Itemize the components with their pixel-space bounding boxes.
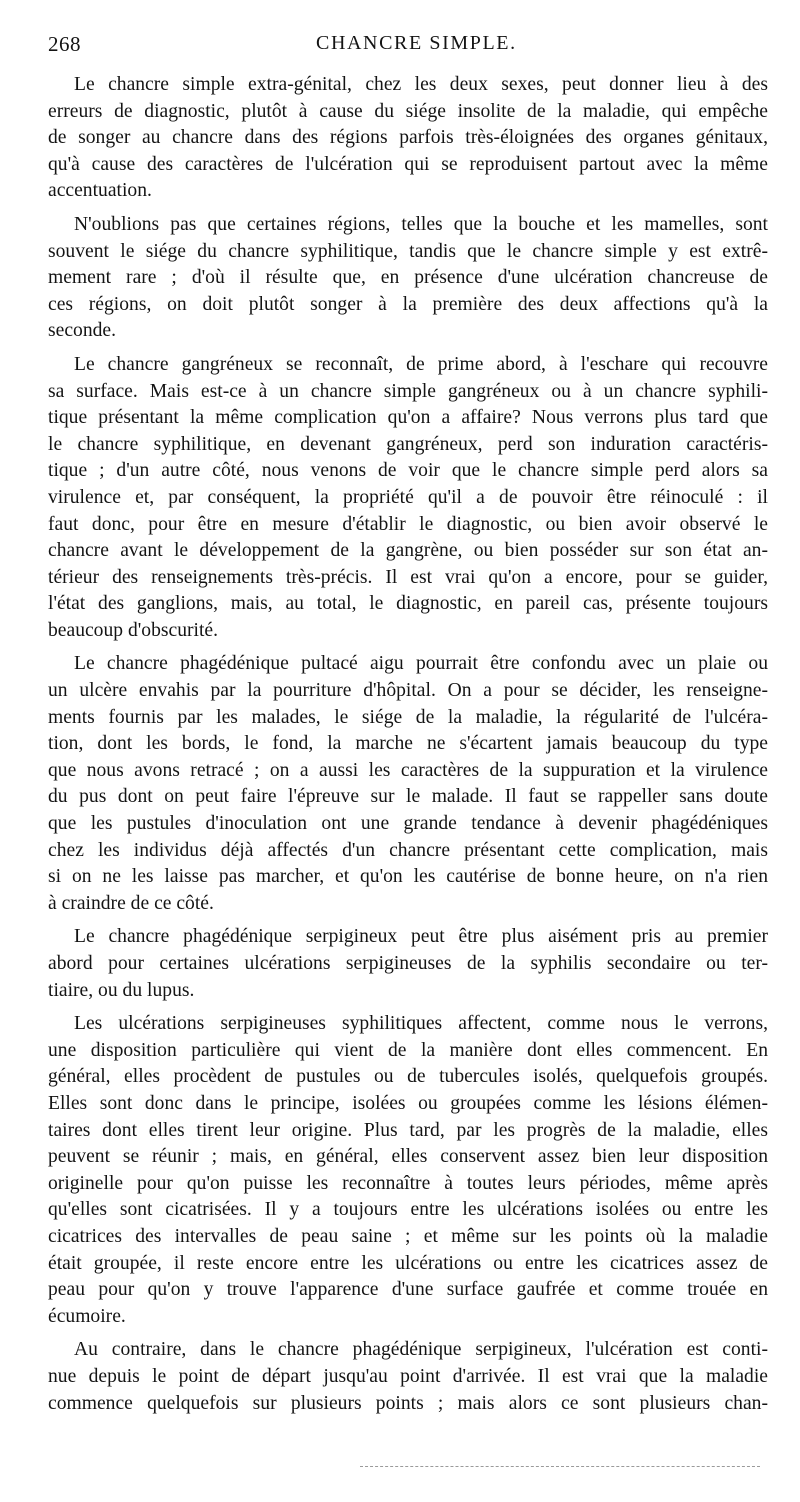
text-line: peau pour qu'on y trouve l'apparence d'une surface gaufrée et comme trouée en bbox=[48, 1279, 768, 1301]
text-line: tion, dont les bords, le fond, la marche ne s'écartent jamais beaucoup du type bbox=[48, 733, 768, 755]
paragraph bbox=[48, 72, 768, 205]
text-line: de songer au chancre dans des régions parfois très-éloignées des organes génitaux, bbox=[48, 127, 768, 149]
text-line: taires dont elles tirent leur origine. Plus tard, par les progrès de la maladie, elles bbox=[48, 1119, 768, 1141]
paragraph bbox=[48, 1011, 768, 1330]
body-text bbox=[48, 72, 768, 1424]
text-line: abord pour certaines ulcérations serpigineuses de la syphilis secondaire ou ter- bbox=[48, 953, 768, 974]
text-line: tiaire, ou du lupus. bbox=[48, 979, 195, 1001]
text-line: une disposition particulière qui vient de la manière dont elles commencent. En bbox=[48, 1039, 768, 1061]
text-line: faut donc, pour être en mesure d'établir le diagnostic, ou bien avoir observé le bbox=[48, 513, 768, 535]
text-line: général, elles procèdent de pustules ou de tubercules isolés, quelquefois groupés. bbox=[48, 1066, 768, 1088]
running-title: CHANCRE SIMPLE. bbox=[316, 32, 517, 54]
text-line: Le chancre simple extra-génital, chez les deux sexes, peut donner lieu à des bbox=[74, 74, 768, 95]
text-line: était groupée, il reste encore entre les ulcérations ou entre les cicatrices assez de bbox=[48, 1252, 768, 1274]
text-line: que les pustules d'inoculation ont une grande tendance à devenir phagédéniques bbox=[48, 813, 768, 835]
text-line: Le chancre phagédénique serpigineux peut être plus aisément pris au premier bbox=[74, 926, 768, 948]
text-line: souvent le siége du chancre syphilitique, tandis que le chancre simple y est extrê- bbox=[48, 240, 768, 262]
bottom-rule bbox=[360, 1466, 760, 1467]
text-line: mement rare ; d'où il résulte que, en présence d'une ulcération chancreuse de bbox=[48, 267, 768, 289]
text-line: beaucoup d'obscurité. bbox=[48, 619, 219, 641]
page-header bbox=[48, 32, 768, 60]
text-line: virulence et, par conséquent, la propriété qu'il a de pouvoir être réinoculé : il bbox=[48, 486, 768, 508]
text-line: N'oublions pas que certaines régions, telles que la bouche et les mamelles, sont bbox=[74, 213, 768, 235]
text-line: ces régions, on doit plutôt songer à la première des deux affections qu'à la bbox=[48, 293, 768, 315]
text-line: qu'elles sont cicatrisées. Il y a toujours entre les ulcérations isolées ou entre les bbox=[48, 1199, 768, 1221]
text-line: cicatrices des intervalles de peau saine ; et même sur les points où la maladie bbox=[48, 1225, 768, 1247]
paragraph bbox=[48, 1337, 768, 1417]
text-line: sa surface. Mais est-ce à un chancre simple gangréneux ou à un chancre syphili- bbox=[48, 380, 768, 402]
paragraph bbox=[48, 924, 768, 1004]
text-line: Le chancre phagédénique pultacé aigu pourrait être confondu avec un plaie ou bbox=[74, 653, 768, 675]
text-line: erreurs de diagnostic, plutôt à cause du siége insolite de la maladie, qui empêche bbox=[48, 100, 768, 122]
text-line: peuvent se réunir ; mais, en général, elles conservent assez bien leur disposition bbox=[48, 1146, 768, 1168]
text-line: Elles sont donc dans le principe, isolées ou groupées comme les lésions élémen- bbox=[48, 1092, 768, 1114]
text-line: térieur des renseignements très-précis. Il est vrai qu'on a encore, pour se guider, bbox=[48, 566, 768, 588]
text-line: chez les individus déjà affectés d'un chancre présentant cette complication, mais bbox=[48, 839, 768, 861]
text-line: Les ulcérations serpigineuses syphilitiques affectent, comme nous le verrons, bbox=[74, 1013, 768, 1035]
text-line: tique présentant la même complication qu'on a affaire? Nous verrons plus tard que bbox=[48, 407, 768, 429]
paragraph bbox=[48, 212, 768, 345]
text-line: chancre avant le développement de la gangrène, ou bien posséder sur son état an- bbox=[48, 540, 768, 562]
text-line: écumoire. bbox=[48, 1305, 126, 1327]
text-line: Le chancre gangréneux se reconnaît, de prime abord, à l'eschare qui recouvre bbox=[74, 353, 768, 375]
text-line: qu'à cause des caractères de l'ulcération qui se reproduisent partout avec la même bbox=[48, 153, 768, 175]
page-number: 268 bbox=[48, 32, 81, 56]
text-line: un ulcère envahis par la pourriture d'hôpital. On a pour se décider, les renseigne- bbox=[48, 680, 768, 702]
text-line: du pus dont on peut faire l'épreuve sur le malade. Il faut se rappeller sans doute bbox=[48, 786, 768, 808]
text-line: le chancre syphilitique, en devenant gangréneux, perd son induration caractéris- bbox=[48, 433, 768, 455]
paragraph bbox=[48, 352, 768, 645]
text-line: si on ne les laisse pas marcher, et qu'on les cautérise de bonne heure, on n'a rien bbox=[48, 866, 768, 888]
text-line: que nous avons retracé ; on a aussi les caractères de la suppuration et la virulence bbox=[48, 759, 768, 781]
text-line: tique ; d'un autre côté, nous venons de voir que le chancre simple perd alors sa bbox=[48, 460, 768, 482]
text-line: à craindre de ce côté. bbox=[48, 892, 214, 914]
text-line: nue depuis le point de départ jusqu'au point d'arrivée. Il est vrai que la maladie bbox=[48, 1365, 768, 1387]
text-line: commence quelquefois sur plusieurs points ; mais alors ce sont plusieurs chan- bbox=[48, 1392, 768, 1414]
text-line: l'état des ganglions, mais, au total, le diagnostic, en pareil cas, présente toujours bbox=[48, 593, 768, 615]
text-line: originelle pour qu'on puisse les reconnaître à toutes leurs périodes, même après bbox=[48, 1172, 768, 1194]
text-line: accentuation. bbox=[48, 180, 152, 202]
text-line: seconde. bbox=[48, 320, 117, 342]
text-line: Au contraire, dans le chancre phagédénique serpigineux, l'ulcération est conti- bbox=[74, 1339, 768, 1361]
paragraph bbox=[48, 651, 768, 917]
text-line: ments fournis par les malades, le siége de la maladie, la régularité de l'ulcéra- bbox=[48, 706, 768, 728]
